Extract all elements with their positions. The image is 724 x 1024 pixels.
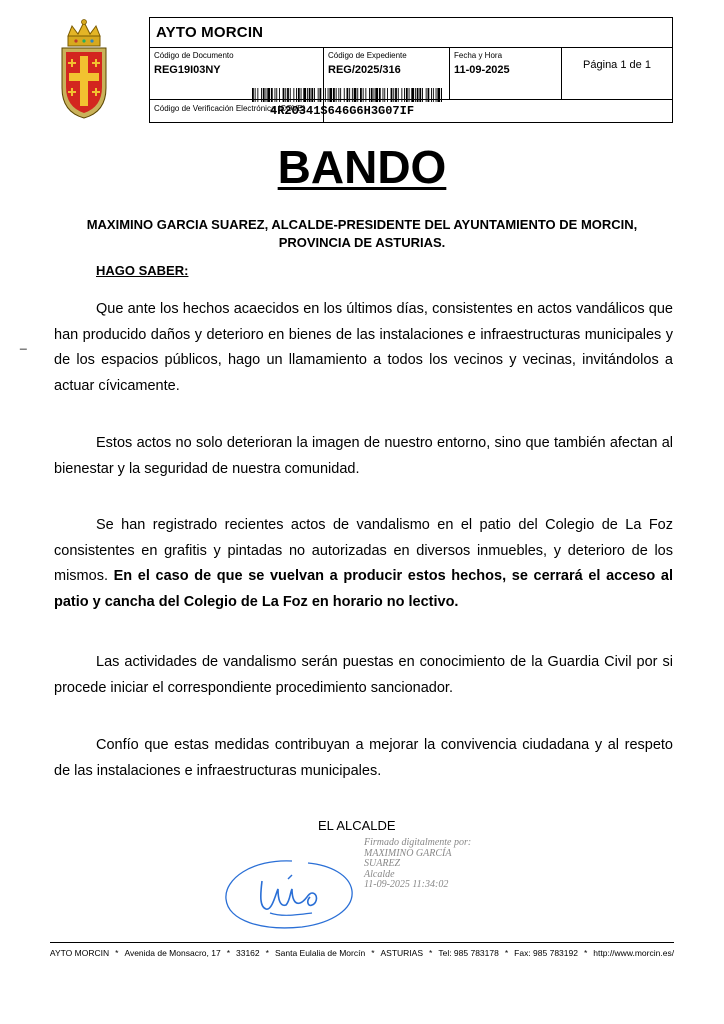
file-code-label: Código de Expediente (328, 51, 407, 60)
org-name: AYTO MORCIN (156, 24, 264, 41)
footer-fax: Fax: 985 783192 (514, 948, 578, 958)
subtitle-line-1: MAXIMINO GARCIA SUAREZ, ALCALDE-PRESIDENTE DEL AYUNTAMIENTO DE MORCIN, (86, 217, 638, 232)
footer-town: Santa Eulalia de Morcín (274, 948, 366, 958)
date-value: 11-09-2025 (454, 64, 510, 76)
paragraph-3 (54, 513, 673, 615)
signature-line-3: SUAREZ (364, 858, 401, 869)
coat-of-arms-logo (58, 18, 110, 120)
footer-region: ASTURIAS (380, 948, 424, 958)
date-label: Fecha y Hora (454, 51, 503, 60)
hago-saber-heading: HAGO SABER: (96, 263, 189, 278)
paragraph-1: Que ante los hechos acaecidos en los últimos días, consistentes en actos vandálicos que han producido daños y deterioro en bienes de las instalaciones e infraestructuras municipales y de los espacios públicos, hago un llamamiento a todos los vecinos y vecinas, invitándolos a actuar cívicamente. (54, 301, 673, 394)
document-title: BANDO (277, 141, 447, 193)
footer-postal: 33162 (236, 948, 260, 958)
file-code-value: REG/2025/316 (328, 64, 401, 76)
page-cell (562, 48, 672, 100)
footer-address: AYTO MORCIN * Avenida de Monsacro, 17 * 33162 * Santa Eulalia de Morcín * ASTURIAS * Tel: 985 783178 * Fax: 985 783192 * http://www.morcin.es/ (49, 948, 675, 958)
page-number: Página 1 de 1 (583, 59, 651, 71)
footer-phone: Tel: 985 783178 (438, 948, 499, 958)
paragraph-3-bold: En el caso de que se vuelvan a producir estos hechos, se cerrará el acceso al patio y cancha del Colegio de La Foz en horario no lectivo. (54, 568, 674, 610)
cove-code: 4R2O341S646G6H3G07IF (270, 104, 415, 118)
paragraph-2: Estos actos no solo deterioran la imagen de nuestro entorno, sino que también afectan al bienestar y la seguridad de nuestra comunidad. (54, 435, 673, 477)
subtitle-line-2: PROVINCIA DE ASTURIAS. (278, 235, 446, 250)
paragraph-3-normal: Se han registrado recientes actos de vandalismo en el patio del Colegio de La Foz consistentes en grafitis y pintadas no autorizadas en diversos inmuebles, y deterioro de los mismos. (54, 517, 673, 584)
doc-code-label: Código de Documento (154, 51, 234, 60)
doc-code-value: REG19I03NY (154, 64, 221, 76)
document-subtitle (50, 216, 674, 252)
paragraph-4: Las actividades de vandalismo serán puestas en conocimiento de la Guardia Civil por si procede iniciar el correspondiente procedimiento sancionador. (54, 654, 673, 696)
handwritten-signature (222, 853, 358, 933)
digital-signature-stamp (364, 838, 471, 891)
signature-line-5: 11-09-2025 11:34:02 (364, 879, 449, 890)
footer-web: http://www.morcin.es/ (593, 948, 675, 958)
margin-mark: _ (20, 336, 27, 350)
footer-org: AYTO MORCIN (49, 948, 110, 958)
cove-label: Código de Verificación Electrónica (COVE) (154, 104, 306, 113)
paragraph-5: Confío que estas medidas contribuyan a mejorar la convivencia ciudadana y al respeto de las instalaciones e infraestructuras municipales. (54, 737, 673, 779)
signature-line-1: Firmado digitalmente por: (364, 837, 472, 848)
signature-role: EL ALCALDE (318, 818, 396, 833)
footer-divider (50, 942, 674, 943)
signature-line-4: Alcalde (364, 868, 395, 880)
barcode-image (252, 88, 442, 102)
date-cell (450, 48, 562, 100)
header-org-row (150, 18, 672, 48)
signature-line-2: MAXIMINO GARCÍA (364, 847, 452, 859)
footer-street: Avenida de Monsacro, 17 (124, 948, 221, 958)
